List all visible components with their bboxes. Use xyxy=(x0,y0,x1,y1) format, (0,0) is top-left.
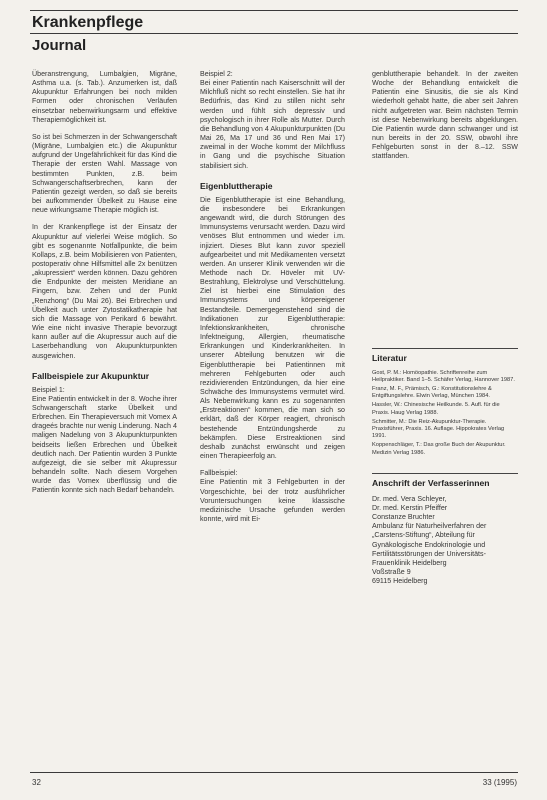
col2-heading-eigenblut: Eigenbluttherapie xyxy=(200,180,273,191)
col3-spacer xyxy=(372,170,518,348)
column-1 xyxy=(32,70,177,504)
literatur-rule xyxy=(372,348,518,349)
col1-paragraph-1: Überanstrengung, Lumbalgien, Migräne, Asthma u.a. (s. Tab.). Anzumerken ist, daß Akupunktur Erfahrungen bei noch milden Formen oder chronischen Verläufen einsetzbar nebenwirkungsarm und effektive Therapiemöglichkeit ist. xyxy=(32,70,177,124)
address-line: Ambulanz für Naturheilverfahren der „Carstens-Stiftung“, Abteilung für xyxy=(372,522,487,540)
col2-paragraph-3: Eine Patientin mit 3 Fehlgeburten in der Vorgeschichte, bei der trotz ausführlicher Voruntersuchungen keine klassische medizinische Ursache gefunden werden konnte, wird mit Ei- xyxy=(200,478,345,524)
col1-paragraph-2: So ist bei Schmerzen in der Schwangerschaft (Migräne, Lumbalgien etc.) die Akupunktur aufgrund der Ungefährlichkeit für das Kind die Therapie der ersten Wahl. Massage von bestimmten Punkten, z.B. beim Schwangerschaftserbrechen, kann der Patientin gezeigt werden, so daß sie bereits bei aufkommender Übelkeit zu Hause eine neue wirkungsame Therapie möglich ist. xyxy=(32,132,177,215)
header-title: Krankenpflege xyxy=(32,14,144,31)
address-line: Fertilitätsstörungen der Universitäts-Frauenklinik Heidelberg xyxy=(372,549,486,567)
col1-paragraph-4: Eine Patientin entwickelt in der 8. Woche ihrer Schwangerschaft starke Übelkeit und Erbrechen. Ein Therapieversuch mit Vomex A drageés brachte nur wenig Linderung. Nach 4 maligen Nadelung von 3 Akupunkturpunkten beidseits ließen Erbrechen und Übelkeit deutlich nach. Der Patientin wurden 3 Punkte aufgezeigt, die sie selber mit Akupressur behandeln sollte. Nach diesem Vorgehen wurde das Vomex überflüssig und die Patientin konnte sich nach Bedarf behandeln. xyxy=(32,394,177,495)
page-number-left: 32 xyxy=(32,778,41,787)
col3-paragraph-1: genbluttherapie behandelt. In der zweiten Woche der Behandlung entwickelt die Patientin eine Sinusitis, die sie als Kind wiederholt gehabt hatte, die aber seit Jahren nicht aufgetreten war. Beim nächsten Termin ist diese Nebenwirkung bereits abgeklungen. Die Patientin wurde dann schwanger und ist nun bereits in der 20. SSW, obwohl ihre Fehlgeburten sonst in der 8.–12. SSW stattfanden. xyxy=(372,70,518,161)
col1-case1-title: Beispiel 1: xyxy=(32,385,65,394)
address-line: Dr. med. Kerstin Pfeiffer xyxy=(372,503,448,512)
header-subtitle: Journal xyxy=(32,37,87,54)
address-line: Dr. med. Vera Schleyer, xyxy=(372,494,447,503)
address-line: Voßstraße 9 xyxy=(372,568,411,577)
column-2 xyxy=(200,70,345,532)
header-rule xyxy=(30,33,518,34)
literatur-item: Franz, M. F., Prämisch, G.: Konstitutionslehre & Entgiftungslehre. Elwin Verlag, München 1984. xyxy=(372,385,492,400)
top-rule xyxy=(30,10,518,11)
address-line: Gynäkologische Endokrinologie und xyxy=(372,540,486,549)
col2-paragraph-2: Die Eigenbluttherapie ist eine Behandlung, die insbesondere bei Erkrankungen angewandt wird, die durch Störungen des Immunsystems verursacht werden. Dazu wird venöses Blut entnommen und wieder i.m. injiziert. Dieses Blut kann zuvor speziell aufgearbeitet und mit Medikamenten versetzt werden. An unserer Klinik verwenden wir die Methode nach Dr. Höveler mit UV-Bestrahlung, Elektrolyse und Verschüttelung. Ziel ist hierbei eine Stimulation des Immunsystems und körpereigener Bestandteile. Demergegenstehend sind die Indikationen zur Eigenbluttherapie: Infektionskrankheiten, chronische Infektneigung, Allergien, rheumatische Erkrankungen und Kinderkrankheiten. In unserer Abteilung benutzen wir die Eigenbluttherapie bei Patientinnen mit mehreren Fehlgeburten oder auch rezidivierenden Entzündungen, da hier eine Schwäche des Immunsystems vermutet wird. Als Nebenwirkung kann es zu sogenannten „Erstreaktionen“ kommen, die man sich so erklärt, daß der Körper reagiert, chronisch bestehende Entzündungsherde zu bekämpfen. Diese Erstreaktionen sind deshalb zunächst erwünscht und zeigen einen Therapieerfolg an. xyxy=(200,195,345,461)
col1-heading-fallbeispiele: Fallbeispiele zur Akupunktur xyxy=(32,370,150,381)
footer-rule xyxy=(30,772,518,773)
col3-spacer-2 xyxy=(372,459,518,473)
anschrift-block xyxy=(372,495,518,587)
literatur-item: Schmitter, M.: Die Reiz-Akupunktur-Therapie. Praxisführer, Praxis. 16. Auflage. Hippokrates Verlag 1991. xyxy=(372,418,505,440)
literatur-item: Hassler, W.: Chinesische Heilkunde. 5. Aufl. für die Praxis. Haug Verlag 1988. xyxy=(372,402,500,416)
anschrift-heading: Anschrift der Verfasserinnen xyxy=(372,477,490,488)
col1-paragraph-3: In der Krankenpflege ist der Einsatz der Akupunktur auf vielerlei Weise möglich. So gibt es sogenannte Notfallpunkte, die beim Kollaps, z.B. beim Mobilisieren von Patienten, postoperativ ohne Hilfsmittel alle 2x benützen „akupressiert“ werden können. Dazu gehören die Endpunkte der meisten Meridiane an Fingern, bzw. Zehen und der Punkt „Renzhong“ (Du Mai 26). Bei Erbrechen und Übelkeit auch unter Zytostatikatherapie hat sich die Massage von Perikard 6 bewährt. Wie eine nicht invasive Therapie bevorzugt kann außer auf die Akupressur auch auf die Laserbehandlung von Akupunkturpunkten ausgewichen. xyxy=(32,223,177,360)
address-line: 69115 Heidelberg xyxy=(372,577,428,586)
address-line: Constanze Bruchter xyxy=(372,513,435,522)
col2-paragraph-1: Bei einer Patientin nach Kaiserschnitt will der Milchfluß nicht so recht einstellen. Sie hat ihr Bedürfnis, das Kind zu stillen nicht sehr werden und fühlt sich depressiv und psychologisch in ihrer Rolle als Mutter. Durch die Behandlung von 4 Akupunkturpunkten (Du Mai 26, Ma 17 und 36 und Ren Mai 17) zweimal in der Woche kommt der Milchfluss in Gang und die psychische Situation stabilisiert sich. xyxy=(200,79,345,170)
literatur-heading: Literatur xyxy=(372,352,407,363)
page-number-right: 33 (1995) xyxy=(482,778,517,787)
literatur-list xyxy=(372,370,518,457)
anschrift-rule xyxy=(372,473,518,474)
literatur-item: Gost, P. M.: Homöopathie. Schriftenreihe zum Heilpraktiker. Band 1–5. Schäfer Verlag, Hannover 1987. xyxy=(372,369,515,383)
column-3 xyxy=(372,70,518,586)
col2-case3-title: Fallbeispiel: xyxy=(200,469,238,478)
col2-case2-title: Beispiel 2: xyxy=(200,70,233,78)
literatur-item: Koppenschläger, T.: Das große Buch der Akupunktur. Medizin Verlag 1986. xyxy=(372,442,506,456)
